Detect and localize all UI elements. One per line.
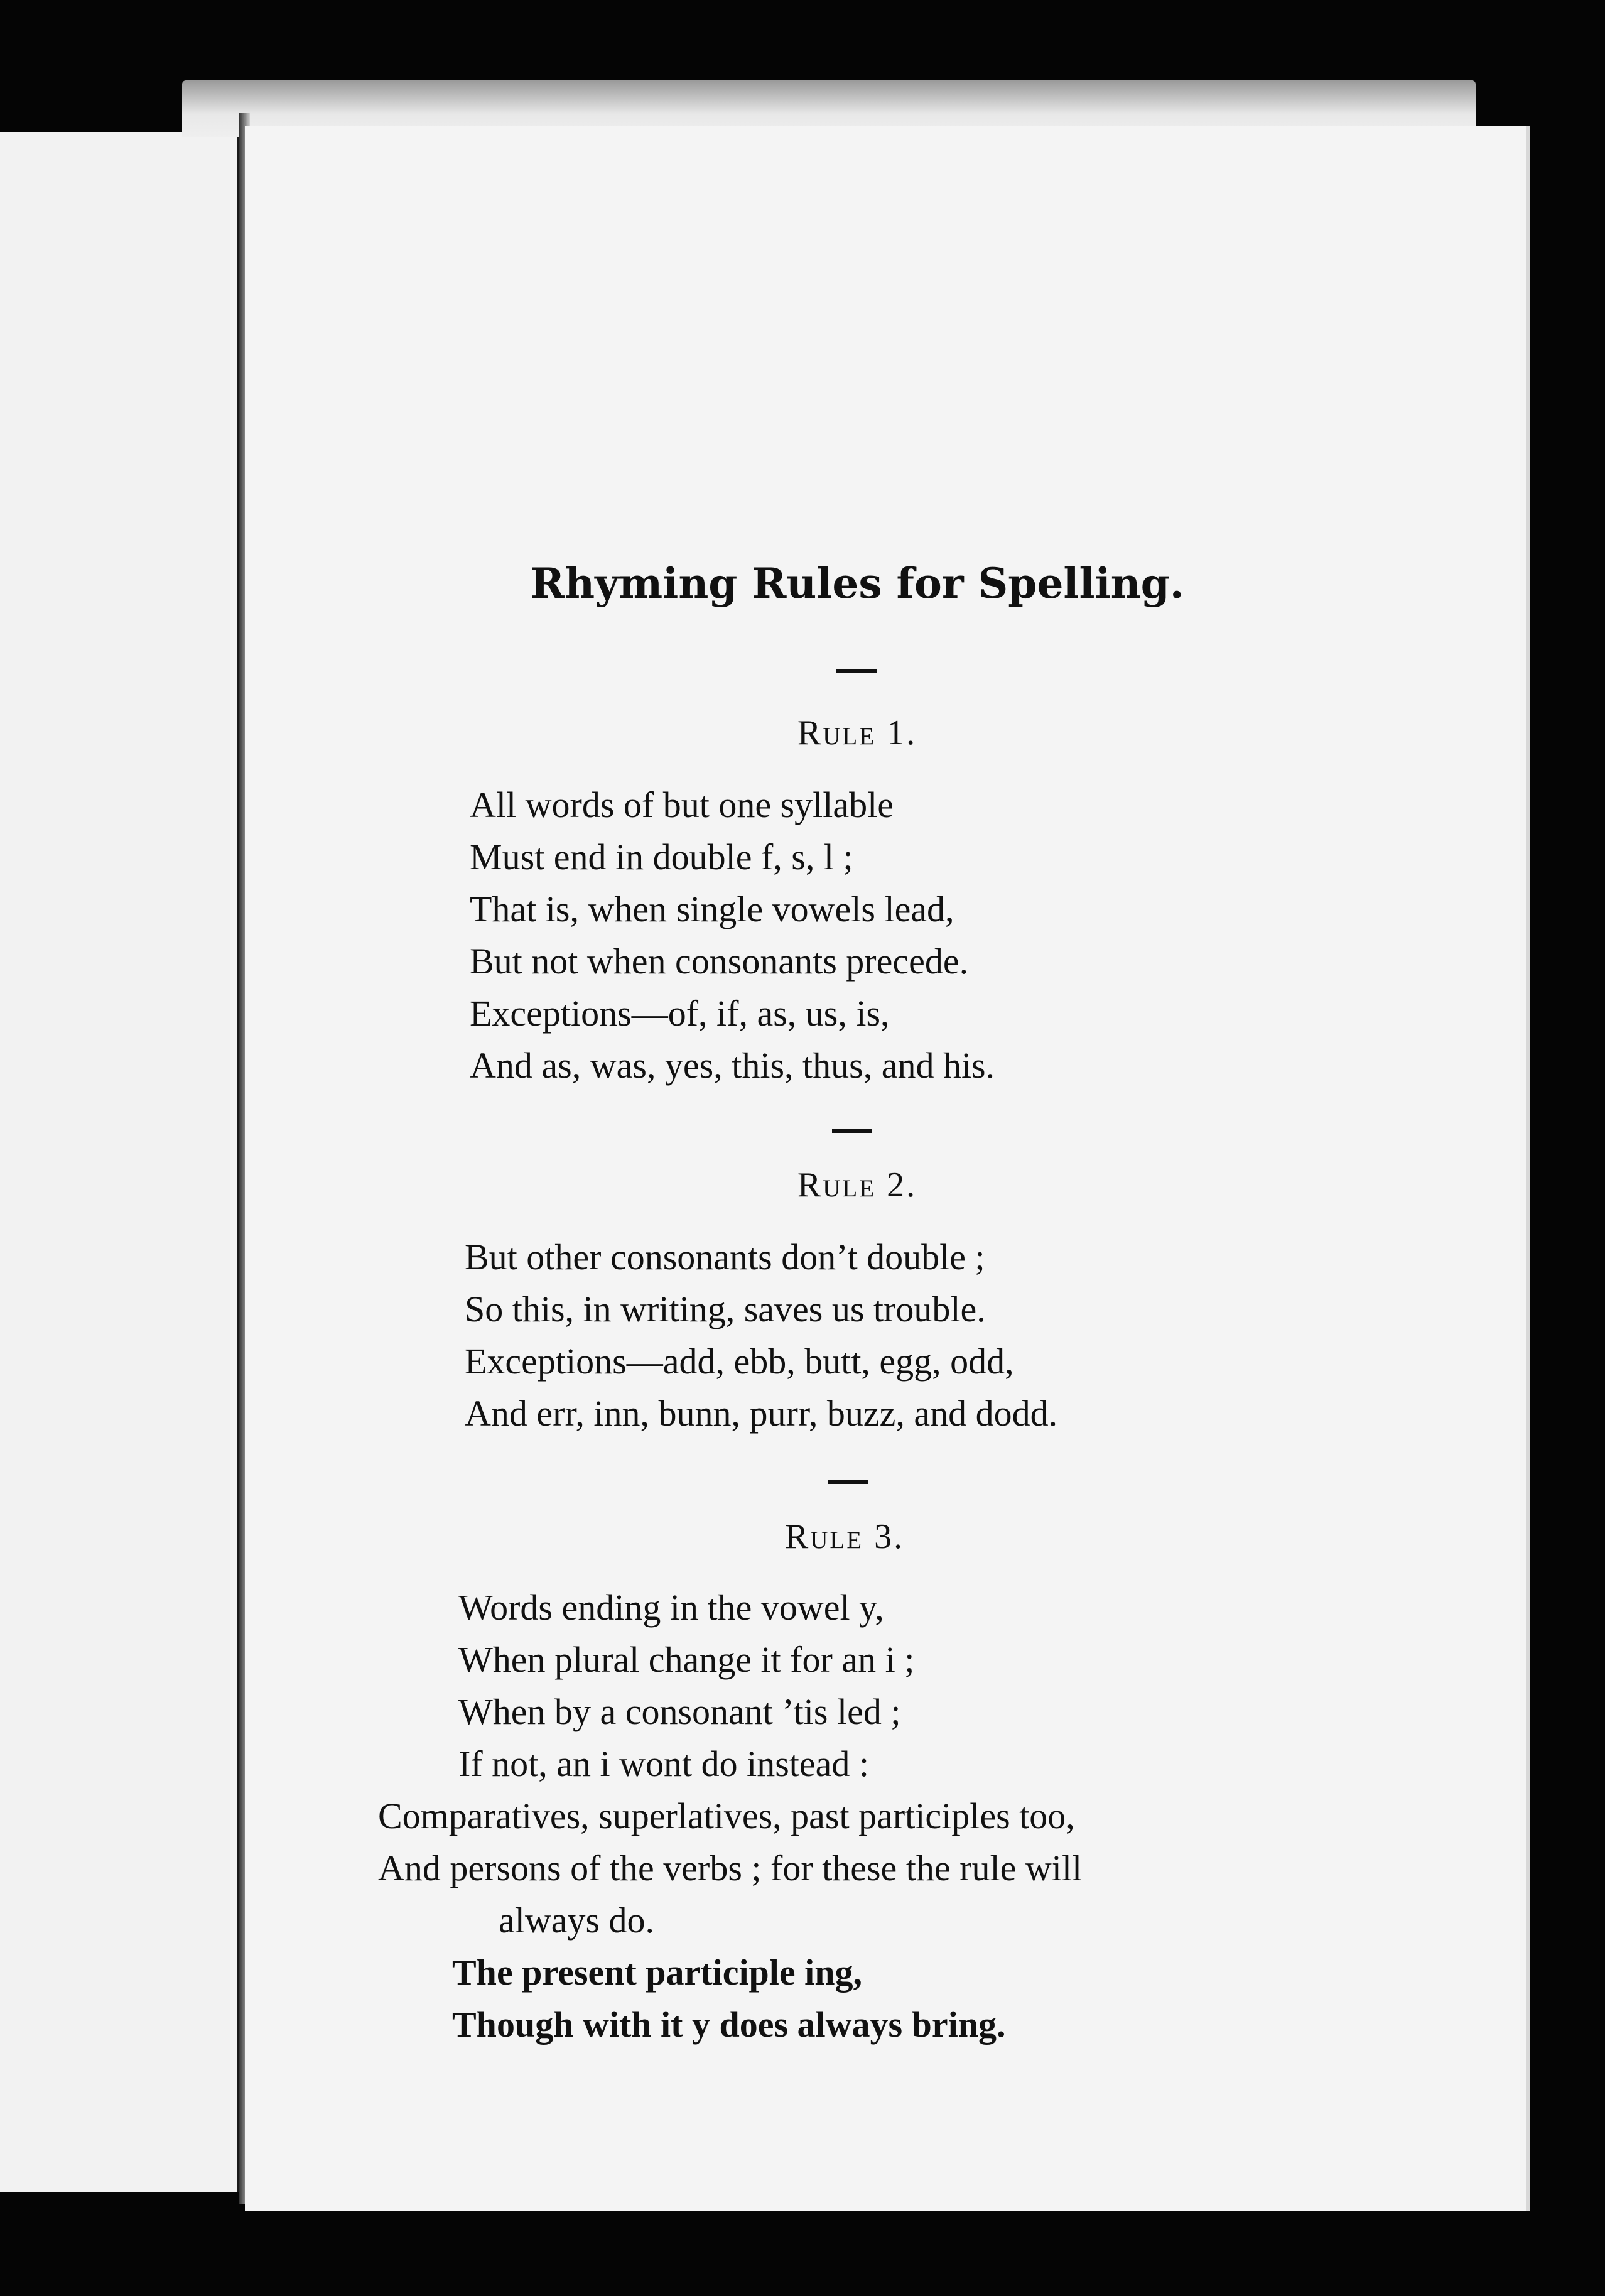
verse-line: Exceptions—of, if, as, us, is, bbox=[470, 993, 890, 1034]
verse-line: always do. bbox=[499, 1900, 655, 1941]
verse-line: So this, in writing, saves us trouble. bbox=[465, 1289, 986, 1329]
rule-1-verse bbox=[470, 779, 995, 1091]
facing-page-edge bbox=[0, 132, 242, 2192]
rule-3-verse-lower bbox=[378, 1790, 1082, 2050]
rule-1-heading-text: Rule 1. bbox=[797, 713, 917, 752]
rule-3-heading-text: Rule 3. bbox=[784, 1517, 905, 1556]
verse-line: The present participle ing, bbox=[452, 1952, 863, 1993]
verse-line: And err, inn, bunn, purr, buzz, and dodd. bbox=[465, 1393, 1058, 1434]
verse-line: Words ending in the vowel y, bbox=[458, 1587, 884, 1628]
book-page bbox=[245, 126, 1526, 2211]
rule-2-heading bbox=[245, 1165, 1469, 1205]
verse-line: If not, an i wont do instead : bbox=[458, 1743, 870, 1784]
verse-line: And as, was, yes, this, thus, and his. bbox=[470, 1045, 995, 1086]
verse-line: When plural change it for an i ; bbox=[458, 1639, 915, 1680]
verse-line: When by a consonant ’tis led ; bbox=[458, 1691, 901, 1732]
verse-line: But other consonants don’t double ; bbox=[465, 1237, 985, 1277]
rule-2-heading-text: Rule 2. bbox=[797, 1166, 917, 1205]
rule-1-heading bbox=[245, 713, 1469, 753]
verse-line: All words of but one syllable bbox=[470, 784, 894, 825]
page-title: Rhyming Rules for Spelling. bbox=[530, 559, 1184, 608]
verse-line: That is, when single vowels lead, bbox=[470, 889, 954, 929]
verse-line: Must end in double f, s, l ; bbox=[470, 837, 853, 877]
separator-rule bbox=[832, 1129, 872, 1133]
verse-line: Exceptions—add, ebb, butt, egg, odd, bbox=[465, 1341, 1014, 1382]
separator-rule bbox=[836, 669, 877, 673]
rule-2-verse bbox=[465, 1231, 1057, 1439]
rule-3-verse-upper bbox=[458, 1581, 914, 1790]
verse-line: But not when consonants precede. bbox=[470, 941, 969, 982]
verse-line: Though with it y does always bring. bbox=[452, 2004, 1006, 2045]
verse-line: And persons of the verbs ; for these the rule will bbox=[378, 1848, 1083, 1888]
verse-line: Comparatives, superlatives, past participles too, bbox=[378, 1795, 1075, 1836]
rule-3-heading bbox=[232, 1517, 1457, 1557]
separator-rule bbox=[828, 1480, 868, 1484]
